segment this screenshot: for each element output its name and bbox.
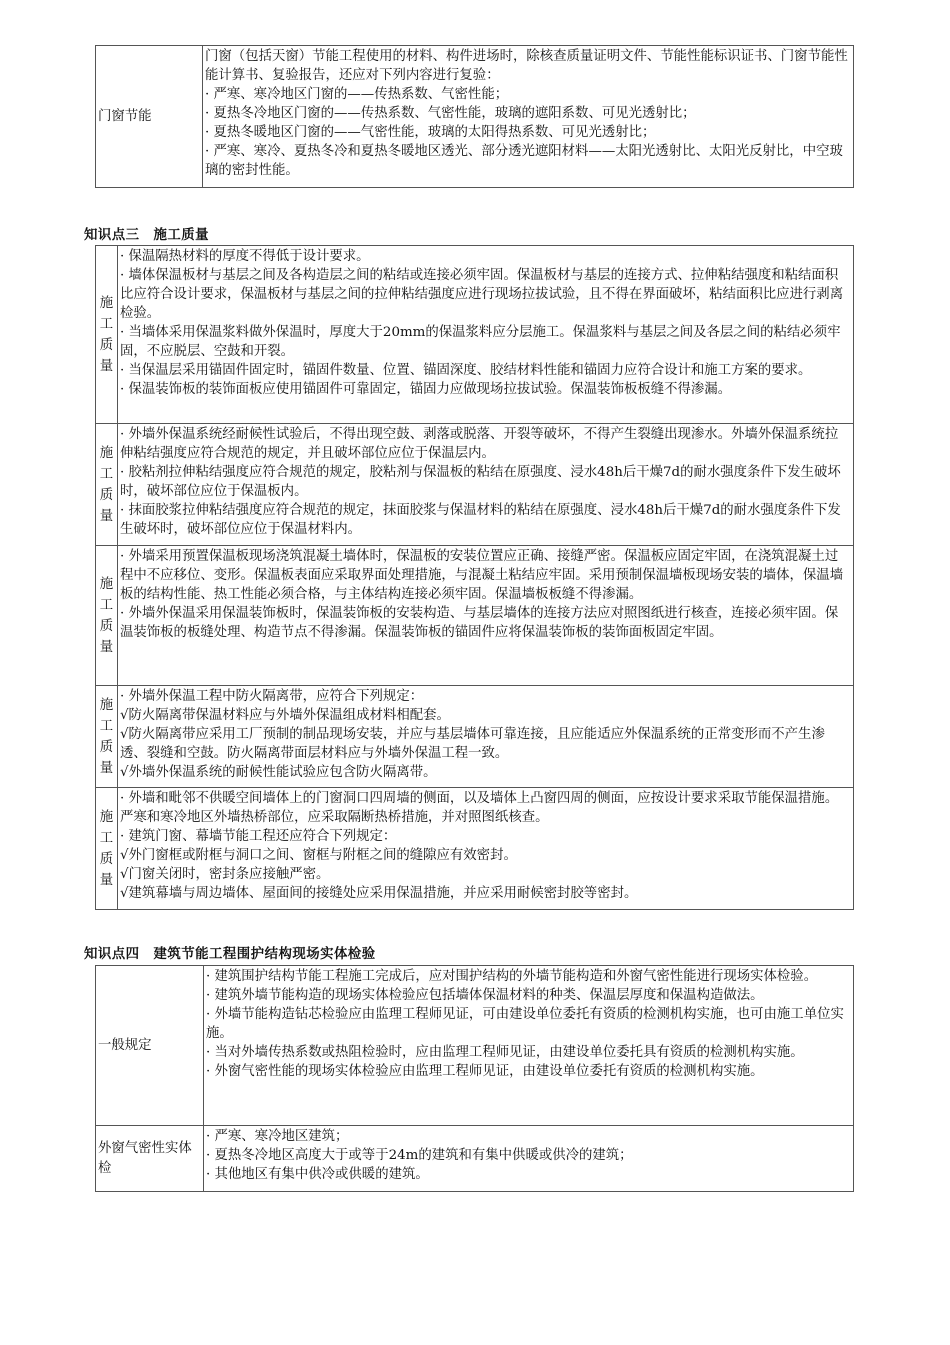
content-line: · 外墙外保温采用保温装饰板时，保温装饰板的安装构造、与基层墙体的连接方法应对照图纸进行核查，连接必须牢固。保温装饰板的板缝处理、构造节点不得渗漏。保温装饰板的锚固件应将保温装饰板的装饰面板固定牢固。 (120, 606, 839, 640)
content-line: · 外墙和毗邻不供暖空间墙体上的门窗洞口四周墙的侧面，以及墙体上凸窗四周的侧面，应按设计要求采取节能保温措施。严寒和寒冷地区外墙热桥部位，应采取隔断热桥措施，并对照图纸核查。 (120, 791, 839, 825)
row-content (204, 966, 854, 1126)
row-content (204, 1126, 854, 1192)
table-row (96, 1126, 854, 1192)
content-line: · 严寒、寒冷、夏热冬冷和夏热冬暖地区透光、部分透光遮阳材料——太阳光透射比、太阳光反射比，中空玻璃的密封性能。 (205, 144, 843, 178)
table-row (96, 246, 854, 424)
table-row (96, 424, 854, 546)
content-line: · 当保温层采用锚固件固定时，锚固件数量、位置、锚固深度、胶结材料性能和锚固力应符合设计和施工方案的要求。 (120, 363, 812, 378)
door-window-table (95, 45, 854, 188)
row-content (203, 46, 854, 188)
content-line: · 墙体保温板材与基层之间及各构造层之间的粘结或连接必须牢固。保温板材与基层的连接方式、拉伸粘结强度和粘结面积比应符合设计要求，保温板材与基层之间的拉伸粘结强度应进行现场拉拔试验，且不得在界面破坏，粘结面积比应进行剥离检验。 (120, 268, 844, 321)
content-line: √防火隔离带应采用工厂预制的制品现场安装，并应与基层墙体可靠连接，且应能适应外保温系统的正常变形而不产生渗透、裂缝和空鼓。防火隔离带面层材料应与外墙外保温工程一致。 (120, 727, 825, 761)
row-content (118, 788, 854, 910)
row-label-vertical: 施 工 质 量 (96, 546, 118, 686)
table-row (96, 966, 854, 1126)
content-line: √外门窗框或附框与洞口之间、窗框与附框之间的缝隙应有效密封。 (120, 848, 517, 863)
content-line: · 建筑围护结构节能工程施工完成后，应对围护结构的外墙节能构造和外窗气密性能进行现场实体检验。 (206, 969, 818, 984)
content-line: · 保温装饰板的装饰面板应使用锚固件可靠固定，锚固力应做现场拉拔试验。保温装饰板板缝不得渗漏。 (120, 382, 732, 397)
content-line: · 当对外墙传热系数或热阻检验时，应由监理工程师见证，由建设单位委托具有资质的检测机构实施。 (206, 1045, 804, 1060)
row-content (118, 424, 854, 546)
content-line: · 夏热冬暖地区门窗的——气密性能，玻璃的太阳得热系数、可见光透射比； (205, 125, 656, 140)
row-label-vertical: 施 工 质 量 (96, 246, 118, 424)
content-line: · 严寒、寒冷地区门窗的——传热系数、气密性能； (205, 87, 509, 102)
row-label-vertical: 施 工 质 量 (96, 686, 118, 788)
construction-quality-table (95, 245, 854, 910)
content-line: · 夏热冬冷地区高度大于或等于24m的建筑和有集中供暖或供冷的建筑； (206, 1148, 633, 1163)
content-line: · 其他地区有集中供冷或供暖的建筑。 (206, 1167, 429, 1182)
row-content (118, 546, 854, 686)
content-line: · 夏热冬冷地区门窗的——传热系数、气密性能，玻璃的遮阳系数、可见光透射比； (205, 106, 696, 121)
row-label-vertical: 施 工 质 量 (96, 424, 118, 546)
content-line: √外墙外保温系统的耐候性能试验应包含防火隔离带。 (120, 765, 437, 780)
content-line: 门窗（包括天窗）节能工程使用的材料、构件进场时，除核查质量证明文件、节能性能标识证书、门窗节能性能计算书、复验报告，还应对下列内容进行复验： (205, 49, 848, 83)
content-line: · 外墙采用预置保温板现场浇筑混凝土墙体时，保温板的安装位置应正确、接缝严密。保温板应固定牢固，在浇筑混凝土过程中不应移位、变形。保温板表面应采取界面处理措施，与混凝土粘结应牢固。采用预制保温墙板现场安装的墙体，保温墙板的结构性能、热工性能必须合格，与主体结构连接必须牢固。保温墙板板缝不得渗漏。 (120, 549, 844, 602)
row-label: 外窗气密性实体检 (96, 1126, 204, 1192)
table-row (96, 546, 854, 686)
table-row (96, 788, 854, 910)
content-line: · 当墙体采用保温浆料做外保温时，厚度大于20mm的保温浆料应分层施工。保温浆料与基层之间及各层之间的粘结必须牢固，不应脱层、空鼓和开裂。 (120, 325, 841, 359)
content-line: √门窗关闭时，密封条应接触严密。 (120, 867, 330, 882)
field-inspection-table (95, 965, 854, 1192)
row-label: 门窗节能 (96, 46, 203, 188)
content-line: · 胶粘剂拉伸粘结强度应符合规范的规定，胶粘剂与保温板的粘结在原强度、浸水48h后干燥7d的耐水强度条件下发生破坏时，破坏部位应位于保温板内。 (120, 465, 841, 499)
content-line: · 外墙外保温系统经耐候性试验后，不得出现空鼓、剥落或脱落、开裂等破坏，不得产生裂缝出现渗水。外墙外保温系统拉伸粘结强度应符合规范的规定，并且破坏部位应位于保温层内。 (120, 427, 839, 461)
row-label-vertical: 施 工 质 量 (96, 788, 118, 910)
row-content (118, 686, 854, 788)
content-line: √建筑幕墙与周边墙体、屋面间的接缝处应采用保温措施，并应采用耐候密封胶等密封。 (120, 886, 638, 901)
content-line: · 建筑外墙节能构造的现场实体检验应包括墙体保温材料的种类、保温层厚度和保温构造做法。 (206, 988, 764, 1003)
content-line: · 严寒、寒冷地区建筑； (206, 1129, 349, 1144)
row-content (118, 246, 854, 424)
table-row (96, 686, 854, 788)
content-line: · 抹面胶浆拉伸粘结强度应符合规范的规定，抹面胶浆与保温材料的粘结在原强度、浸水48h后干燥7d的耐水强度条件下发生破坏时，破坏部位应位于保温材料内。 (120, 503, 841, 537)
content-line: √防火隔离带保温材料应与外墙外保温组成材料相配套。 (120, 708, 450, 723)
content-line: · 外窗气密性能的现场实体检验应由监理工程师见证，由建设单位委托有资质的检测机构实施。 (206, 1064, 764, 1079)
content-line: · 保温隔热材料的厚度不得低于设计要求。 (120, 249, 370, 264)
section-title: 知识点四 建筑节能工程围护结构现场实体检验 (84, 947, 376, 962)
table-row (96, 46, 854, 188)
row-label: 一般规定 (96, 966, 204, 1126)
content-line: · 外墙外保温工程中防火隔离带，应符合下列规定： (120, 689, 424, 704)
section-title: 知识点三 施工质量 (84, 228, 210, 243)
content-line: · 建筑门窗、幕墙节能工程还应符合下列规定： (120, 829, 397, 844)
content-line: · 外墙节能构造钻芯检验应由监理工程师见证，可由建设单位委托有资质的检测机构实施，也可由施工单位实施。 (206, 1007, 844, 1041)
